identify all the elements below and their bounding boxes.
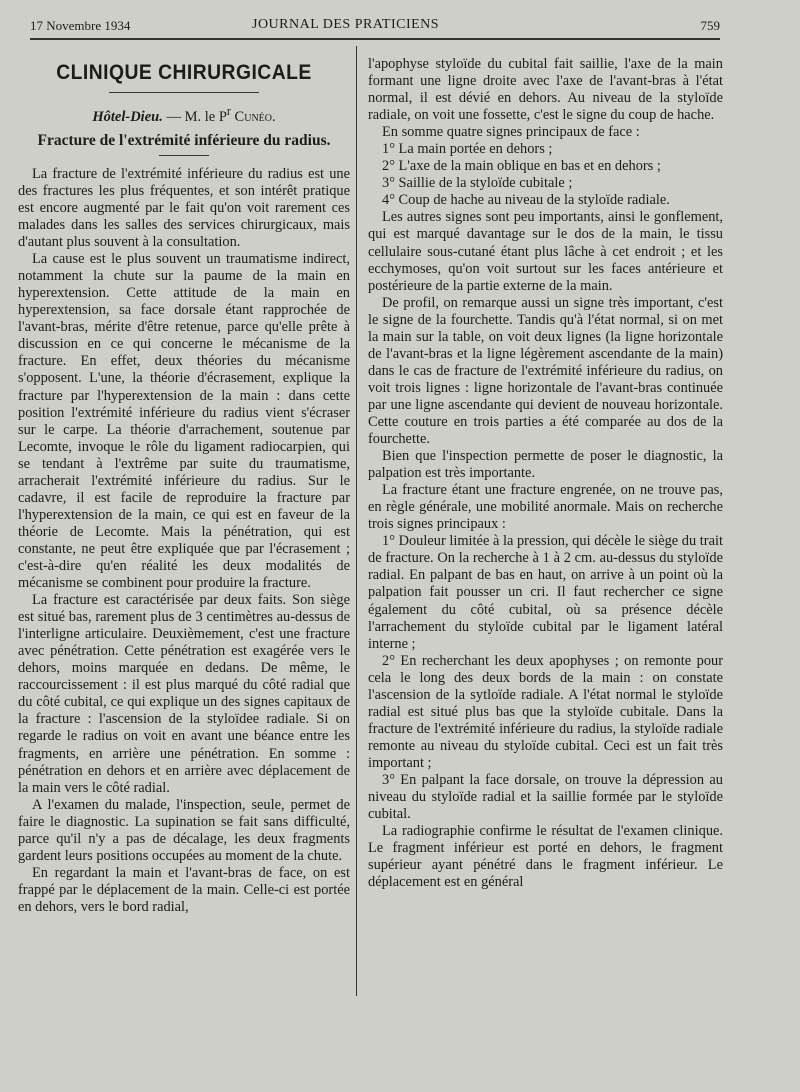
- byline-author: Cunéo.: [234, 108, 276, 125]
- paragraph: La radiographie confirme le résultat de l'examen clinique. Le fragment inférieur est porté en dehors, le fragment supérieur ayant pénétré dans le fragment inférieur. Le déplacement est en général: [368, 823, 723, 891]
- list-item: 3° Saillie de la styloïde cubitale ;: [382, 175, 573, 192]
- running-header: [30, 16, 720, 40]
- paragraph: De profil, on remarque aussi un signe très important, c'est le signe de la fourchette. Tandis qu'à l'état normal, si on met la main sur la table, on voit deux lignes (la ligne horizontale de l'avant-bras et la ligne légèrement ascendante de la main) dans le cas de fracture de l'extrémité inférieure du radius, on voit trois lignes : ligne horizontale de l'avant-bras continuée par une ligne ascendante qui devient de nouveau horizontale. Cette couture en trois parties a été comparée au dos de la fourchette.: [368, 294, 723, 448]
- list-item: 4° Coup de hache au niveau de la styloïde radiale.: [382, 192, 670, 209]
- column-divider: [356, 46, 357, 996]
- list-item: 1° La main portée en dehors ;: [382, 141, 553, 158]
- paragraph: Bien que l'inspection permette de poser le diagnostic, la palpation est très importante.: [368, 448, 723, 482]
- byline-sup: r: [226, 104, 231, 118]
- paragraph: La fracture de l'extrémité inférieure du radius est une des fractures les plus fréquentes, et son intérêt pratique est encore augmenté par le fait qu'on voit rarement ces malades dans les salles des services chirurgicaux, mais d'autant plus souvent à la consultation.: [18, 165, 350, 251]
- paragraph: En regardant la main et l'avant-bras de face, on est frappé par le déplacement de la main. Celle-ci est portée en dehors, vers le bord radial,: [18, 864, 350, 915]
- page-number: 759: [700, 18, 720, 33]
- paragraph: 3° En palpant la face dorsale, on trouve la dépression au niveau du styloïde radial et la saillie formée par le styloïde cubital.: [368, 771, 723, 823]
- paragraph: 2° En recherchant les deux apophyses ; on remonte pour cela le long des deux bords de la main : on constate l'ascension de la sytloïde radiale. A l'état normal le styloïde radial est situé plus bas que la styloïde cubitale. Dans la fracture de l'extrémité inférieure du radius, la styloïde radiale remonte au niveau du styloïde cubital. Ceci est un fait très important ;: [368, 652, 723, 771]
- paragraph: 1° Douleur limitée à la pression, qui décèle le siège du trait de fracture. On la recherche à 1 à 2 cm. au-dessus du styloïde radial. En palpant de bas en haut, on arrive à un point où la palpation fait pousser un cri. Il faut rechercher ce signe également du côté cubital, où sa présence décèle l'arrachement du styloïde cubital par le ligament latéral interne ;: [368, 533, 723, 652]
- paragraph: En somme quatre signes principaux de face :: [382, 124, 640, 141]
- paragraph: La fracture étant une fracture engrenée, on ne trouve pas, en règle générale, une mobilité anormale. Mais on recherche trois signes principaux :: [368, 482, 723, 533]
- byline-sep: — M. le P: [162, 108, 227, 125]
- section-title: CLINIQUE CHIRURGICALE: [56, 61, 312, 84]
- paragraph: A l'examen du malade, l'inspection, seule, permet de faire le diagnostic. La supination se fait sans difficulté, parce qu'il n'y a pas de décalage, les deux fragments gardent leurs positions occupées au moment de la chute.: [18, 796, 350, 864]
- list-item: 2° L'axe de la main oblique en bas et en dehors ;: [382, 158, 661, 175]
- byline: [18, 103, 350, 126]
- article-title: Fracture de l'extrémité inférieure du radius.: [37, 131, 331, 149]
- issue-date: 17 Novembre 1934: [30, 18, 131, 33]
- paragraph: La fracture est caractérisée par deux faits. Son siège est situé bas, rarement plus de 3 centimètres au-dessus de l'interligne articulaire. Deuxièmement, c'est une fracture avec pénétration. Cette pénétration est exagérée vers le dehors, moins marquée en dedans. De même, le raccourcissement : il est plus marqué du côté radial que du côté cubital, ce qui explique un des signes capitaux de la fracture : l'ascension de la styloïdee radiale. Si on regarde le radius on voit en avant une béance entre les fragments, en arrière une pénétration. En somme : pénétration en dehors et en arrière avec déplacement de la main vers le côté radial.: [18, 592, 350, 796]
- right-column: [368, 56, 723, 891]
- journal-title: JOURNAL DES PRATICIENS: [252, 17, 440, 32]
- title-rule: [109, 92, 259, 93]
- byline-place: Hôtel-Dieu.: [92, 108, 163, 125]
- article-rule: [159, 155, 209, 156]
- paragraph: La cause est le plus souvent un traumatisme indirect, notamment la chute sur la paume de la main en hyperextension. Cette attitude de la main en hyperextension, sa face dorsale étant rapprochée de l'avant-bras, mérite d'être retenue, parce qu'elle prête à discussion en ce qui concerne le mécanisme de la fracture. En effet, deux théories du mécanisme s'opposent. L'une, la théorie d'écrasement, explique la fracture par l'hyperextension de la main : dans cette position l'extrémité inférieure du radius vient s'écraser sur le carpe. La théorie d'arrachement, soutenue par Lecomte, invoque le rôle du ligament radiocarpien, qui se tendant à l'extrême par suite du traumatisme, arracherait l'extrémité inférieure du radius. Sur le cadavre, il est facile de reproduire la fracture par l'hyperextension de la main, ce qui est en faveur de la théorie de Lecomte. Mais la pénétration, qui est constante, ne peut être expliquée que par l'écrasement ; c'est-à-dire qu'en réalité les deux modalités de mécanisme se combinent pour produire la fracture.: [18, 251, 350, 592]
- paragraph: Les autres signes sont peu importants, ainsi le gonflement, qui est marqué davantage sur le dos de la main, le tissu cellulaire sous-cutané étant plus lâche à cet endroit ; et les ecchymoses, qu'on voit surtout sur les faces antérieure et postérieure de la partie externe de la main.: [368, 209, 723, 294]
- paragraph: l'apophyse styloïde du cubital fait saillie, l'axe de la main formant une ligne droite avec l'axe de l'avant-bras à l'état normal, il est dévié en dehors. Au niveau de la styloïde radiale, on voit une fossette, c'est le signe du coup de hache.: [368, 56, 723, 124]
- left-column: [18, 56, 350, 916]
